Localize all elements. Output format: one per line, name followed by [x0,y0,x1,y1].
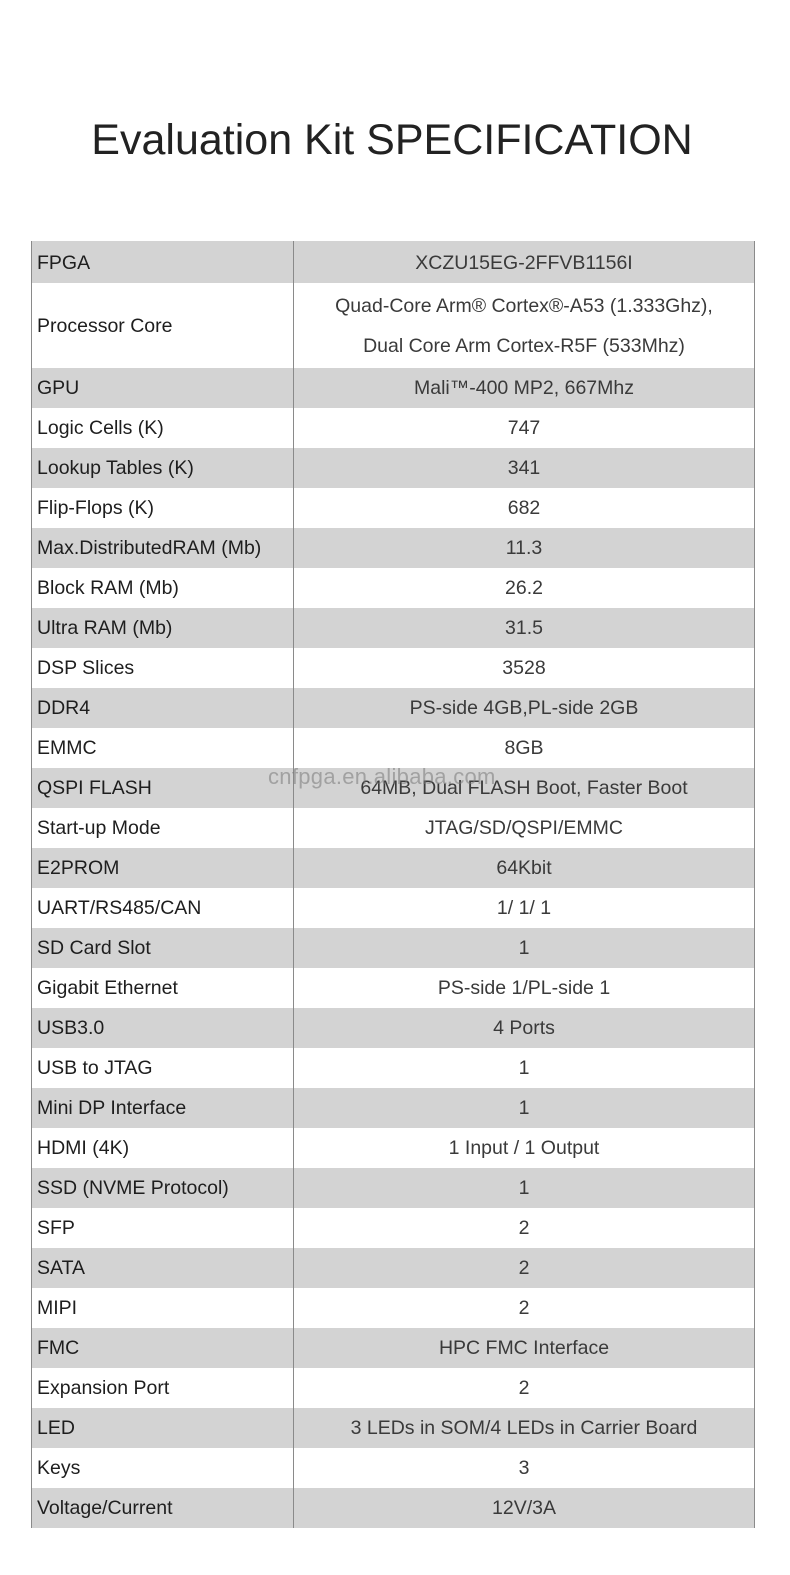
spec-value: 64Kbit [294,848,755,888]
spec-value: 682 [294,488,755,528]
spec-value: 3528 [294,648,755,688]
spec-label: DDR4 [32,688,294,728]
spec-label: Ultra RAM (Mb) [32,608,294,648]
spec-label: QSPI FLASH [32,768,294,808]
spec-label: Mini DP Interface [32,1088,294,1128]
table-row [32,768,755,808]
spec-label: Flip-Flops (K) [32,488,294,528]
table-row [32,808,755,848]
spec-value: 1 [294,1088,755,1128]
table-row [32,283,755,368]
table-row [32,968,755,1008]
spec-value: JTAG/SD/QSPI/EMMC [294,808,755,848]
spec-value: 31.5 [294,608,755,648]
spec-label: Max.DistributedRAM (Mb) [32,528,294,568]
spec-value: 26.2 [294,568,755,608]
spec-value: PS-side 4GB,PL-side 2GB [294,688,755,728]
spec-value: 2 [294,1288,755,1328]
spec-label: SSD (NVME Protocol) [32,1168,294,1208]
spec-label: SATA [32,1248,294,1288]
table-row [32,1288,755,1328]
table-row [32,1008,755,1048]
table-row [32,648,755,688]
table-row [32,1448,755,1488]
table-row [32,1048,755,1088]
spec-value: 64MB, Dual FLASH Boot, Faster Boot [294,768,755,808]
spec-value: 2 [294,1208,755,1248]
spec-value: 1 [294,1048,755,1088]
spec-label: MIPI [32,1288,294,1328]
spec-value [294,283,755,368]
spec-value: 3 LEDs in SOM/4 LEDs in Carrier Board [294,1408,755,1448]
table-row [32,241,755,283]
spec-label: Logic Cells (K) [32,408,294,448]
spec-value-line: Dual Core Arm Cortex-R5F (533Mhz) [363,334,685,357]
table-row [32,1328,755,1368]
spec-label: Voltage/Current [32,1488,294,1528]
spec-label: UART/RS485/CAN [32,888,294,928]
table-row [32,1088,755,1128]
table-row [32,528,755,568]
table-row [32,1128,755,1168]
table-row [32,568,755,608]
spec-value: 1/ 1/ 1 [294,888,755,928]
spec-label: USB3.0 [32,1008,294,1048]
spec-label: EMMC [32,728,294,768]
table-row [32,488,755,528]
spec-value: XCZU15EG-2FFVB1156I [294,241,755,283]
table-row [32,928,755,968]
page-title: Evaluation Kit SPECIFICATION [91,116,693,164]
spec-label: LED [32,1408,294,1448]
spec-value: 2 [294,1248,755,1288]
table-row [32,848,755,888]
spec-value: 1 Input / 1 Output [294,1128,755,1168]
spec-label: Gigabit Ethernet [32,968,294,1008]
spec-label: E2PROM [32,848,294,888]
spec-value: 8GB [294,728,755,768]
spec-label: Start-up Mode [32,808,294,848]
table-row [32,728,755,768]
watermark: cnfpga.en.alibaba.com [268,764,496,789]
spec-label: Keys [32,1448,294,1488]
spec-table [31,241,755,1528]
spec-label: DSP Slices [32,648,294,688]
table-row [32,608,755,648]
spec-value: HPC FMC Interface [294,1328,755,1368]
spec-value: 1 [294,928,755,968]
spec-label: Processor Core [32,283,294,368]
spec-value: 3 [294,1448,755,1488]
spec-value: 12V/3A [294,1488,755,1528]
spec-label: SD Card Slot [32,928,294,968]
spec-label: FPGA [32,241,294,283]
spec-label: USB to JTAG [32,1048,294,1088]
spec-label: GPU [32,368,294,408]
table-row [32,368,755,408]
spec-value: Mali™-400 MP2, 667Mhz [294,368,755,408]
spec-value: 341 [294,448,755,488]
spec-label: Block RAM (Mb) [32,568,294,608]
spec-value: PS-side 1/PL-side 1 [294,968,755,1008]
spec-value: 2 [294,1368,755,1408]
table-row [32,1488,755,1528]
table-row [32,408,755,448]
spec-label: Expansion Port [32,1368,294,1408]
table-row [32,1208,755,1248]
table-row [32,888,755,928]
spec-value: 11.3 [294,528,755,568]
spec-label: FMC [32,1328,294,1368]
spec-label: HDMI (4K) [32,1128,294,1168]
table-row [32,448,755,488]
spec-label: Lookup Tables (K) [32,448,294,488]
spec-value: 747 [294,408,755,448]
table-row [32,1248,755,1288]
table-row [32,1368,755,1408]
table-row [32,688,755,728]
spec-label: SFP [32,1208,294,1248]
table-row [32,1168,755,1208]
spec-value-line: Quad-Core Arm® Cortex®-A53 (1.333Ghz), [335,294,713,317]
spec-value: 1 [294,1168,755,1208]
spec-value: 4 Ports [294,1008,755,1048]
table-row [32,1408,755,1448]
